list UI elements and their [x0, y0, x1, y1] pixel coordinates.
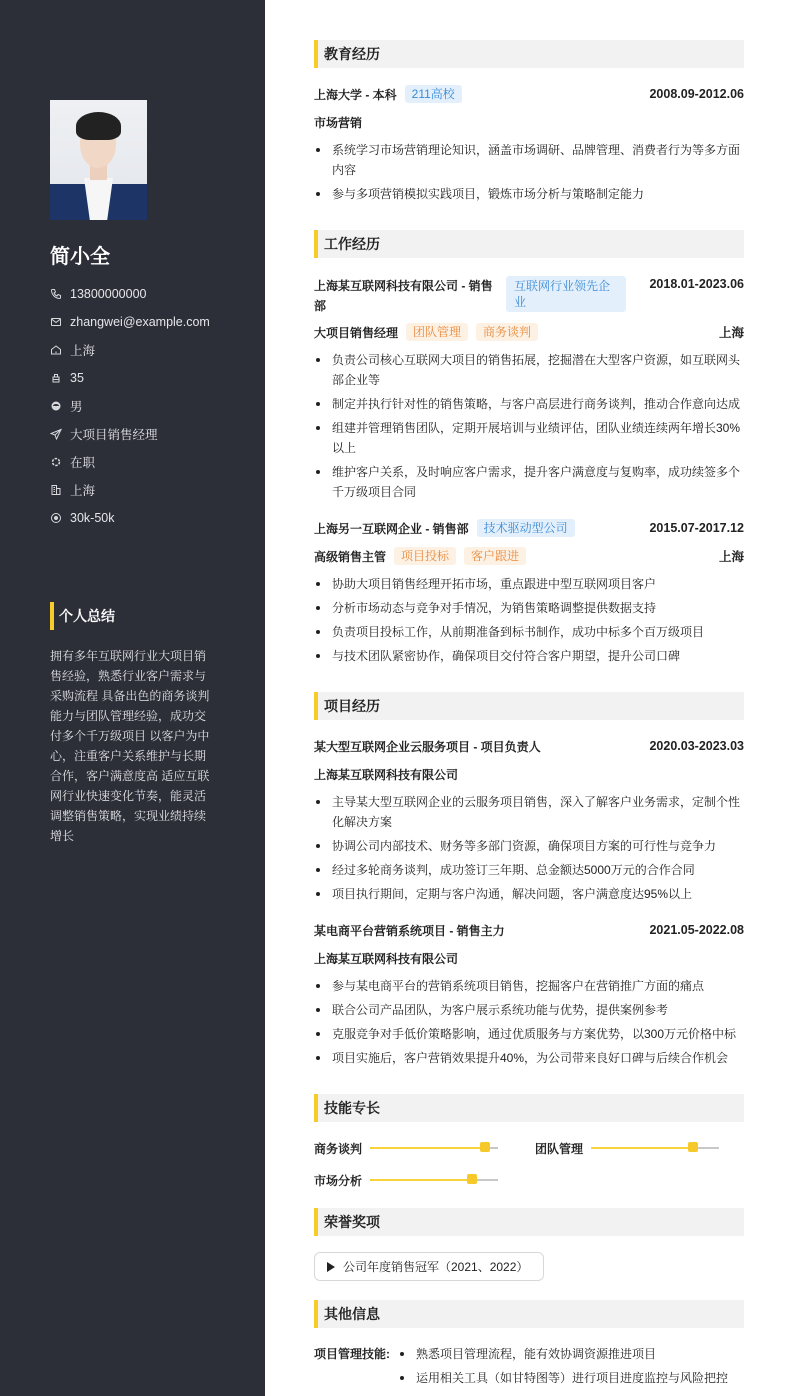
- position-title: 高级销售主管: [314, 549, 387, 564]
- accent-bar: [314, 1208, 318, 1236]
- sidebar: [0, 0, 265, 1396]
- other-label: 项目管理技能:: [314, 1347, 390, 1361]
- contact-list: [50, 280, 210, 532]
- award-label: 公司年度销售冠军（2021、2022）: [343, 1260, 529, 1274]
- accent-bar: [314, 230, 318, 258]
- company-tag: 技术驱动型公司: [477, 519, 575, 537]
- section-projects: [314, 692, 744, 720]
- position-value: 大项目销售经理: [70, 428, 158, 442]
- project-bullets: [314, 792, 744, 908]
- project-header: [314, 736, 744, 756]
- contact-city: [50, 476, 210, 504]
- section-title: 荣誉奖项: [324, 1214, 380, 1230]
- list-item: 经过多轮商务谈判，成功签订三年期、总金额达5000万元的合作合同: [314, 860, 744, 880]
- accent-bar: [314, 40, 318, 68]
- skill-level-bar: [370, 1147, 498, 1149]
- age-value: 35: [70, 371, 84, 385]
- list-item: 项目实施后，客户营销效果提升40%，为公司带来良好口碑与后续合作机会: [314, 1048, 744, 1068]
- school-name: 上海大学 - 本科: [314, 87, 397, 102]
- list-item: 分析市场动态与竞争对手情况，为销售策略调整提供数据支持: [314, 598, 744, 618]
- project-name: 某大型互联网企业云服务项目 - 项目负责人: [314, 739, 541, 754]
- status-value: 在职: [70, 456, 96, 470]
- list-item: 负责公司核心互联网大项目的销售拓展，挖掘潜在大型客户资源，如互联网头部企业等: [314, 350, 744, 390]
- project-company: 上海某互联网科技有限公司: [314, 951, 459, 966]
- list-item: 制定并执行针对性的销售策略，与客户高层进行商务谈判，推动合作意向达成: [314, 394, 744, 414]
- section-work: [314, 230, 744, 258]
- section-awards: [314, 1208, 744, 1236]
- list-item: 克服竞争对手低价策略影响，通过优质服务与方案优势，以300万元价格中标: [314, 1024, 744, 1044]
- list-item: 与技术团队紧密协作，确保项目交付符合客户期望，提升公司口碑: [314, 646, 744, 666]
- contact-phone: [50, 280, 210, 308]
- award-item[interactable]: [314, 1252, 544, 1281]
- list-item: 运用相关工具（如甘特图等）进行项目进度监控与风险把控: [398, 1368, 744, 1388]
- list-item: 联合公司产品团队，为客户展示系统功能与优势，提供案例参考: [314, 1000, 744, 1020]
- gender-icon: [50, 400, 62, 412]
- job-header: [314, 276, 744, 316]
- list-item: 负责项目投标工作，从前期准备到标书制作，成功中标多个百万级项目: [314, 622, 744, 642]
- contact-email: [50, 308, 210, 336]
- project-company: 上海某互联网科技有限公司: [314, 767, 459, 782]
- salary-value: 30k-50k: [70, 511, 115, 525]
- skill-tag: 商务谈判: [476, 323, 538, 341]
- list-item: 协调公司内部技术、财务等多部门资源，确保项目方案的可行性与竞争力: [314, 836, 744, 856]
- home-icon: [50, 344, 62, 356]
- contact-position: [50, 420, 210, 448]
- company-name: 上海另一互联网企业 - 销售部: [314, 521, 469, 536]
- contact-salary: [50, 504, 210, 532]
- project-period: 2021.05-2022.08: [649, 923, 744, 937]
- gender-value: 男: [70, 400, 83, 414]
- position-title: 大项目销售经理: [314, 325, 399, 340]
- skill-name: 商务谈判: [314, 1141, 363, 1156]
- section-title: 教育经历: [324, 46, 380, 62]
- contact-status: [50, 448, 210, 476]
- phone-value: 13800000000: [70, 287, 147, 301]
- skill-tag: 团队管理: [406, 323, 468, 341]
- avatar-photo: [50, 100, 147, 220]
- candidate-name: 简小全: [50, 246, 110, 268]
- contact-home: [50, 336, 210, 364]
- project-company-row: [314, 948, 744, 968]
- section-education: [314, 40, 744, 68]
- section-skills: [314, 1094, 744, 1122]
- section-title: 工作经历: [324, 236, 380, 252]
- major: 市场营销: [314, 115, 363, 130]
- accent-bar: [50, 602, 54, 630]
- city-value: 上海: [70, 484, 96, 498]
- list-item: 协助大项目销售经理开拓市场，重点跟进中型互联网项目客户: [314, 574, 744, 594]
- accent-bar: [314, 1094, 318, 1122]
- project-name: 某电商平台营销系统项目 - 销售主力: [314, 923, 505, 938]
- skill-name: 市场分析: [314, 1173, 363, 1188]
- list-item: 主导某大型互联网企业的云服务项目销售，深入了解客户业务需求，定制个性化解决方案: [314, 792, 744, 832]
- skill-tag: 项目投标: [394, 547, 456, 565]
- project-period: 2020.03-2023.03: [649, 739, 744, 753]
- contact-age: [50, 364, 210, 392]
- section-title: 项目经历: [324, 698, 380, 714]
- list-item: 项目执行期间，定期与客户沟通，解决问题，客户满意度达95%以上: [314, 884, 744, 904]
- salary-icon: [50, 512, 62, 524]
- list-item: 维护客户关系，及时响应客户需求，提升客户满意度与复购率，成功续签多个千万级项目合同: [314, 462, 744, 502]
- email-value: zhangwei@example.com: [70, 315, 210, 329]
- section-title: 技能专长: [324, 1100, 380, 1116]
- skill-level-thumb: [688, 1142, 698, 1152]
- list-item: 系统学习市场营销理论知识，涵盖市场调研、品牌管理、消费者行为等多方面内容: [314, 140, 744, 180]
- age-icon: [50, 372, 62, 384]
- skill-level-thumb: [480, 1142, 490, 1152]
- job-period: 2015.07-2017.12: [649, 521, 744, 535]
- status-icon: [50, 456, 62, 468]
- accent-bar: [314, 1300, 318, 1328]
- company-tag: 互联网行业领先企业: [506, 276, 626, 312]
- skill-tag: 客户跟进: [464, 547, 526, 565]
- summary-text: 拥有多年互联网行业大项目销售经验，熟悉行业客户需求与采购流程 具备出色的商务谈判能力与团队管理经验，成功交付多个千万级项目 以客户为中心，注重客户关系维护与长期合作，客户满意度高 适应互联网行业快速变化节奏，能灵活调整销售策略，实现业绩持续增长: [50, 649, 210, 843]
- project-company-row: [314, 764, 744, 784]
- section-title: 其他信息: [324, 1306, 380, 1322]
- project-bullets: [314, 976, 744, 1072]
- company-name: 上海某互联网科技有限公司 - 销售部: [314, 279, 493, 313]
- project-header: [314, 920, 744, 940]
- job-bullets: [314, 574, 744, 670]
- other-bullets: [398, 1344, 744, 1392]
- skill-team-management: [535, 1138, 719, 1158]
- summary-title: 个人总结: [59, 608, 115, 624]
- education-header: [314, 84, 744, 104]
- contact-gender: [50, 392, 210, 420]
- position-row: [314, 322, 744, 342]
- home-value: 上海: [70, 344, 96, 358]
- summary-heading: [50, 602, 115, 630]
- phone-icon: [50, 288, 62, 300]
- mail-icon: [50, 316, 62, 328]
- section-other: [314, 1300, 744, 1328]
- skill-level-bar: [591, 1147, 719, 1149]
- send-icon: [50, 428, 62, 440]
- list-item: 熟悉项目管理流程，能有效协调资源推进项目: [398, 1344, 744, 1364]
- building-icon: [50, 484, 62, 496]
- skill-level-bar: [370, 1179, 498, 1181]
- position-row: [314, 546, 744, 566]
- skill-negotiation: [314, 1138, 498, 1158]
- skill-level-thumb: [467, 1174, 477, 1184]
- school-tag: 211高校: [405, 85, 462, 103]
- job-header: [314, 518, 744, 538]
- accent-bar: [314, 692, 318, 720]
- list-item: 参与多项营销模拟实践项目，锻炼市场分析与策略制定能力: [314, 184, 744, 204]
- skill-market-analysis: [314, 1170, 498, 1190]
- list-item: 组建并管理销售团队，定期开展培训与业绩评估，团队业绩连续两年增长30%以上: [314, 418, 744, 458]
- list-item: 参与某电商平台的营销系统项目销售，挖掘客户在营销推广方面的痛点: [314, 976, 744, 996]
- education-period: 2008.09-2012.06: [649, 87, 744, 101]
- job-city: 上海: [718, 326, 744, 340]
- expand-triangle-icon: [327, 1262, 335, 1272]
- job-bullets: [314, 350, 744, 506]
- job-period: 2018.01-2023.06: [649, 277, 744, 291]
- job-city: 上海: [718, 550, 744, 564]
- skill-name: 团队管理: [535, 1141, 584, 1156]
- major-row: [314, 112, 744, 132]
- education-bullets: [314, 140, 744, 208]
